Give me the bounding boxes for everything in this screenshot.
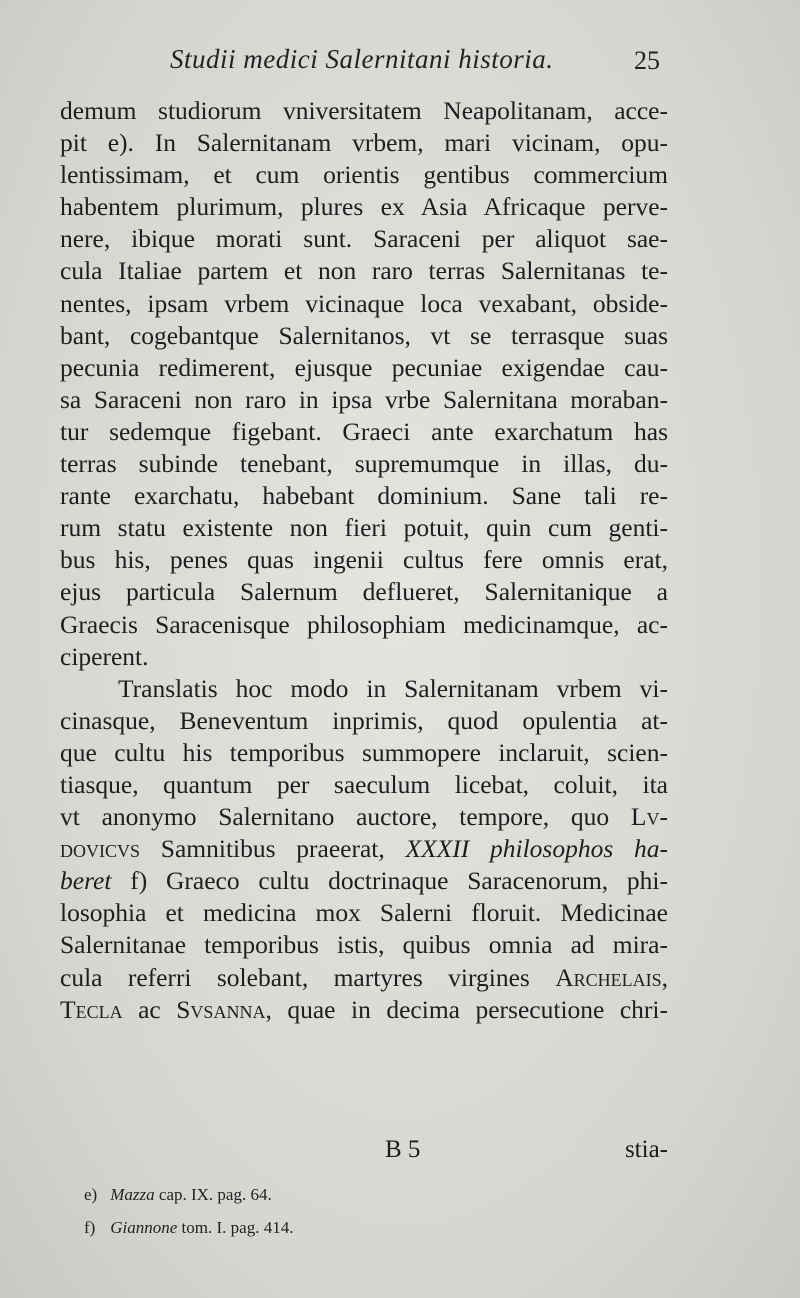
small-caps-name: Archelais,	[555, 962, 668, 992]
italic-phrase: beret	[60, 866, 112, 896]
signature-mark: B 5	[385, 1136, 421, 1163]
text-line: terras subinde tenebant, supremumque in illas, du-	[60, 449, 668, 479]
small-caps-name: Svsanna	[176, 994, 266, 1024]
text-segment: f) Graeco cultu doctrinaque Saracenorum, phi-	[111, 866, 668, 896]
text-line: rum statu existente non fieri potuit, quin cum genti-	[60, 513, 668, 543]
text-line: Salernitanae temporibus istis, quibus omnia ad mira-	[60, 930, 668, 960]
text-line: bant, cogebantque Salernitanos, vt se terrasque suas	[60, 320, 668, 350]
page-header	[60, 44, 660, 88]
text-line: lentissimam, et cum orientis gentibus commercium	[60, 160, 668, 190]
text-line: sa Saraceni non raro in ipsa vrbe Salernitana moraban-	[60, 384, 668, 414]
main-text	[60, 95, 668, 1026]
footnote-mark: f)	[84, 1218, 96, 1237]
running-title: Studii medici Salernitani historia.	[170, 44, 554, 74]
small-caps-name: Lv-	[630, 802, 668, 832]
catchword: stia-	[624, 1136, 668, 1163]
text-line	[60, 865, 668, 897]
text-line: ejus particula Salernum deflueret, Salernitanique a	[60, 577, 668, 607]
footnotes	[84, 1178, 584, 1244]
text-segment: cula referri solebant, martyres virgines	[60, 962, 556, 992]
text-line: losophia et medicina mox Salerni floruit. Medicinae	[60, 898, 668, 928]
page-number: 25	[634, 46, 660, 75]
footnote-reference: cap. IX. pag. 64.	[158, 1185, 272, 1204]
text-line: cula Italiae partem et non raro terras Salernitanas te-	[60, 256, 668, 286]
text-line: pecunia redimerent, ejusque pecuniae exigendae cau-	[60, 352, 668, 382]
text-line: pit e). In Salernitanam vrbem, mari vicinam, opu-	[60, 128, 668, 158]
text-segment: Samnitibus praeerat,	[140, 834, 406, 864]
text-segment: vt anonymo Salernitano auctore, tempore, quo	[60, 802, 610, 832]
text-line: demum studiorum vniversitatem Neapolitanam, acce-	[60, 96, 668, 125]
page-foot	[60, 1136, 668, 1170]
small-caps-name: dovicvs	[60, 834, 141, 864]
text-line: cinasque, Beneventum inprimis, quod opulentia at-	[60, 705, 668, 735]
footnote	[84, 1178, 584, 1211]
footnote	[84, 1211, 584, 1244]
text-line: habentem plurimum, plures ex Asia Africaque perve-	[60, 192, 668, 222]
text-line	[60, 962, 668, 994]
footnote-reference: tom. I. pag. 414.	[181, 1218, 294, 1237]
text-line: nentes, ipsam vrbem vicinaque loca vexabant, obside-	[60, 288, 668, 318]
footnote-author: Mazza	[110, 1185, 155, 1204]
small-caps-name: Tecla	[60, 994, 123, 1024]
text-line: nere, ibique morati sunt. Saraceni per aliquot sae-	[60, 224, 668, 254]
text-line: tiasque, quantum per saeculum licebat, coluit, ita	[60, 769, 668, 799]
paragraph-end-line: ciperent.	[60, 641, 149, 671]
text-line	[60, 801, 668, 833]
footnote-mark: e)	[84, 1185, 98, 1204]
italic-phrase: XXXII philosophos ha-	[405, 834, 668, 864]
text-line: rante exarchatu, habebant dominium. Sane tali re-	[60, 481, 668, 511]
text-line: Graecis Saracenisque philosophiam medicinamque, ac-	[60, 609, 668, 639]
footnote-author: Giannone	[110, 1218, 178, 1237]
paragraph-start-line: Translatis hoc modo in Salernitanam vrbem vi-	[118, 673, 668, 703]
text-line: que cultu his temporibus summopere inclaruit, scien-	[60, 737, 668, 767]
text-segment: , quae in decima persecutione chri-	[265, 994, 668, 1024]
text-line: tur sedemque figebant. Graeci ante exarchatum has	[60, 416, 668, 446]
text-segment: ac	[122, 994, 177, 1024]
text-line	[60, 833, 668, 865]
text-line: bus his, penes quas ingenii cultus fere omnis erat,	[60, 545, 668, 575]
text-line	[60, 994, 668, 1026]
